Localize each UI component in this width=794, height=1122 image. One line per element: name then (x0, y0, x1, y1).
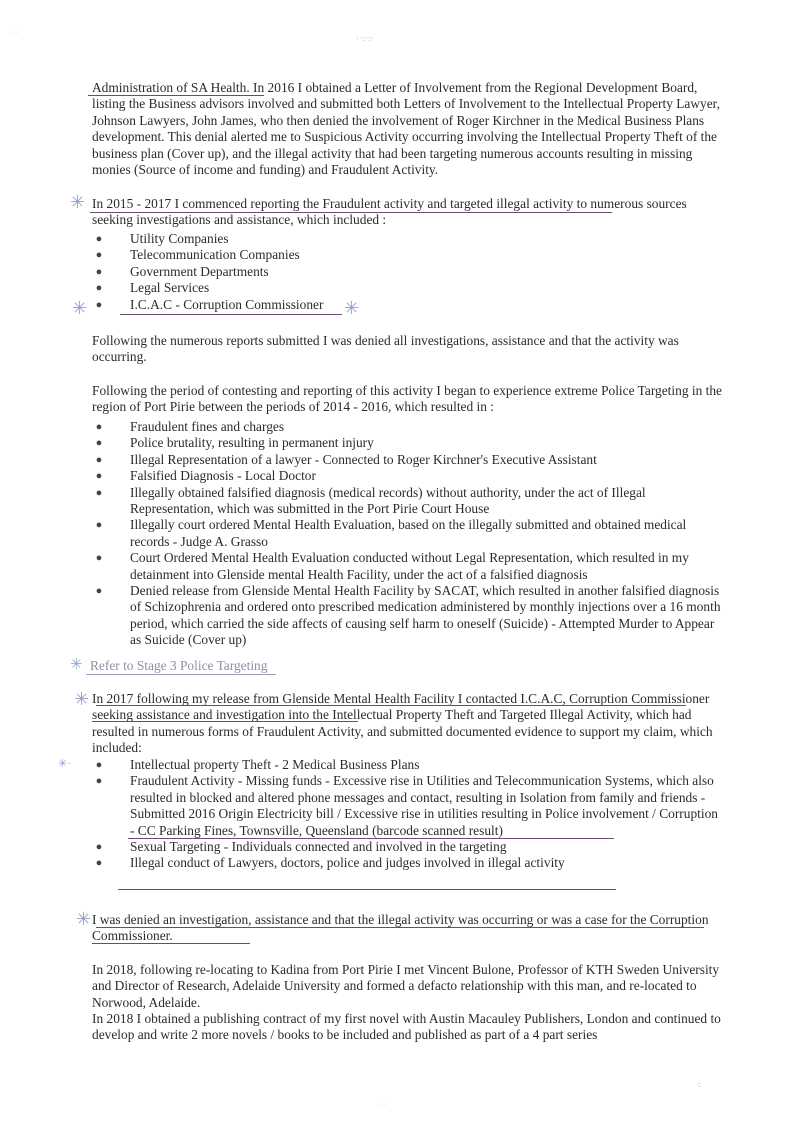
bullet-icon: ● (95, 298, 103, 311)
list-item: ● Illegally obtained falsified diagnosis (medical records) without authority, under the act of Illegal Representation, which was submitted in the Port Pirie Court House (95, 484, 646, 517)
bullet-icon: ● (95, 470, 103, 483)
paragraph-denied-investigations: Following the numerous reports submitted I was denied all investigations, assistance and that the activity was occurring. (92, 333, 679, 365)
pen-star-icon: ✳ (70, 657, 83, 673)
paragraph-health-admin: Administration of SA Health. In 2016 I obtained a Letter of Involvement from the Regional Development Board, listing the Business advisors involved and submitted both Letters of Involvement to the Intellectual Property Lawyer, Johnson Lawyers, John James, who then denied the involvement of Roger Kirchner in the Medical Business Plans development. This denial alerted me to Suspicious Activity occurring involving the Intellectual Property Theft of the business plan (Cover up), and the illegal activity that had been targeting numerous accounts resulting in missing monies (Source of income and funding) and Fraudulent Activity. (92, 80, 720, 178)
bullet-icon: ● (95, 552, 103, 565)
list-item: ● Illegal Representation of a lawyer - Connected to Roger Kirchner's Executive Assistant (95, 451, 597, 467)
bullet-icon: ● (95, 775, 103, 788)
list-item: ● Telecommunication Companies (95, 247, 300, 263)
paragraph-denied-icac: I was denied an investigation, assistance and that the illegal activity was occurring or was a case for the Corruption Commissioner. (92, 912, 709, 944)
list-item: ● Government Departments (95, 263, 269, 279)
bullet-icon: ● (95, 233, 103, 245)
paragraph-icac-contact: In 2017 following my release from Glenside Mental Health Facility I contacted I.C.A.C, Corruption Commissioner seeking assistance and investigation into the Intellectual Property Theft and Targeted Illegal Activity, which had resulted in numerous forms of Fraudulent Activity, and submitted documented evidence to support my claim, which included: (92, 691, 713, 756)
list-reported-sources (92, 231, 724, 313)
list-item: ● Illegally court ordered Mental Health Evaluation, based on the illegally submitted and obtained medical records - Judge A. Grasso (95, 517, 687, 549)
pen-star-icon: ✳ (76, 909, 92, 929)
list-evidence-submitted (92, 757, 724, 872)
list-item: ● Court Ordered Mental Health Evaluation conducted without Legal Representation, which resulted in my detainment into Glenside mental Health Facility, under the act of a falsified diagnosis (95, 550, 689, 582)
bullet-icon: ● (95, 841, 103, 854)
pen-underline (118, 889, 616, 890)
pen-star-icon: ✳ (72, 298, 88, 318)
pen-underline (128, 838, 614, 839)
paragraph-reporting: In 2015 - 2017 I commenced reporting the Fraudulent activity and targeted illegal activity to numerous sources seeking investigations and assistance, which included : (92, 196, 687, 228)
list-police-targeting-results (92, 419, 724, 649)
bullet-icon: ● (95, 759, 103, 771)
pen-underline (96, 927, 704, 928)
pen-underline (86, 674, 276, 675)
pen-underline (120, 314, 342, 315)
bullet-icon: ● (95, 585, 103, 598)
paragraph-police-targeting: Following the period of contesting and reporting of this activity I began to experience extreme Police Targeting in the region of Port Pirie between the periods of 2014 - 2016, which resulted in : (92, 383, 722, 415)
list-item: ● I.C.A.C - Corruption Commissioner (95, 296, 324, 312)
paragraph-publishing-contract: In 2018 I obtained a publishing contract of my first novel with Austin Macauley Publishers, London and continued to develop and write 2 more novels / books to be included and published as part of a 4 part series (92, 1011, 721, 1043)
bullet-icon: ● (95, 453, 103, 466)
scan-speck: · · (380, 1100, 388, 1109)
list-item: ● Utility Companies (95, 231, 229, 246)
list-item: ● Police brutality, resulting in permanent injury (95, 435, 374, 451)
scan-speck: ·: (696, 1080, 701, 1089)
scan-speck: · ·:·:· (356, 34, 374, 43)
list-item: ● Legal Services (95, 280, 210, 296)
pen-underline (96, 705, 686, 706)
scan-speck: · · (12, 28, 20, 37)
refer-note: Refer to Stage 3 Police Targeting (90, 658, 268, 673)
bullet-icon: ● (95, 857, 103, 870)
list-item: ● Fraudulent fines and charges (95, 419, 285, 434)
list-item: ● Illegal conduct of Lawyers, doctors, police and judges involved in illegal activity (95, 855, 565, 871)
pen-underline (90, 212, 612, 213)
pen-underline (92, 943, 250, 944)
list-item: ● Intellectual property Theft - 2 Medical Business Plans (95, 757, 420, 772)
list-item: ● Falsified Diagnosis - Local Doctor (95, 468, 316, 484)
bullet-icon: ● (95, 519, 103, 532)
pen-underline (88, 95, 264, 96)
bullet-icon: ● (95, 265, 103, 278)
bullet-icon: ● (95, 249, 103, 262)
pen-mark: ✳· (58, 758, 71, 770)
bullet-icon: ● (95, 486, 103, 499)
bullet-icon: ● (95, 437, 103, 450)
pen-star-icon: ✳ (74, 689, 90, 709)
paragraph-relocation-2018: In 2018, following re-locating to Kadina from Port Pirie I met Vincent Bulone, Professor of KTH Sweden University and Director of Research, Adelaide University and formed a defacto relationship with this man, and re-located to Norwood, Adelaide. (92, 962, 720, 1010)
pen-star-icon: ✳ (344, 298, 360, 318)
pen-star-icon: ✳ (70, 192, 86, 212)
list-item: ● Sexual Targeting - Individuals connected and involved in the targeting (95, 839, 507, 855)
bullet-icon: ● (95, 421, 103, 433)
bullet-icon: ● (95, 282, 103, 295)
list-item: ● Fraudulent Activity - Missing funds - Excessive rise in Utilities and Telecommunication Systems, which also resulted in blocked and altered phone messages and contact, resulting in Isolation from family and friends - Submitted 2016 Origin Electricity bill / Excessive rise in utilities resulting in Police involvement / Corruption - CC Parking Fines, Townsville, Queensland (barcode scanned result) (95, 773, 718, 838)
list-item: ● Denied release from Glenside Mental Health Facility by SACAT, which resulted in another falsified diagnosis of Schizophrenia and ordered onto prescribed medication administered by monthly injections over a 16 month period, which carried the side affects of causing self harm to oneself (Suicide) - Attempted Murder to Appear as Suicide (Cover up) (95, 583, 721, 648)
pen-underline (92, 721, 358, 722)
